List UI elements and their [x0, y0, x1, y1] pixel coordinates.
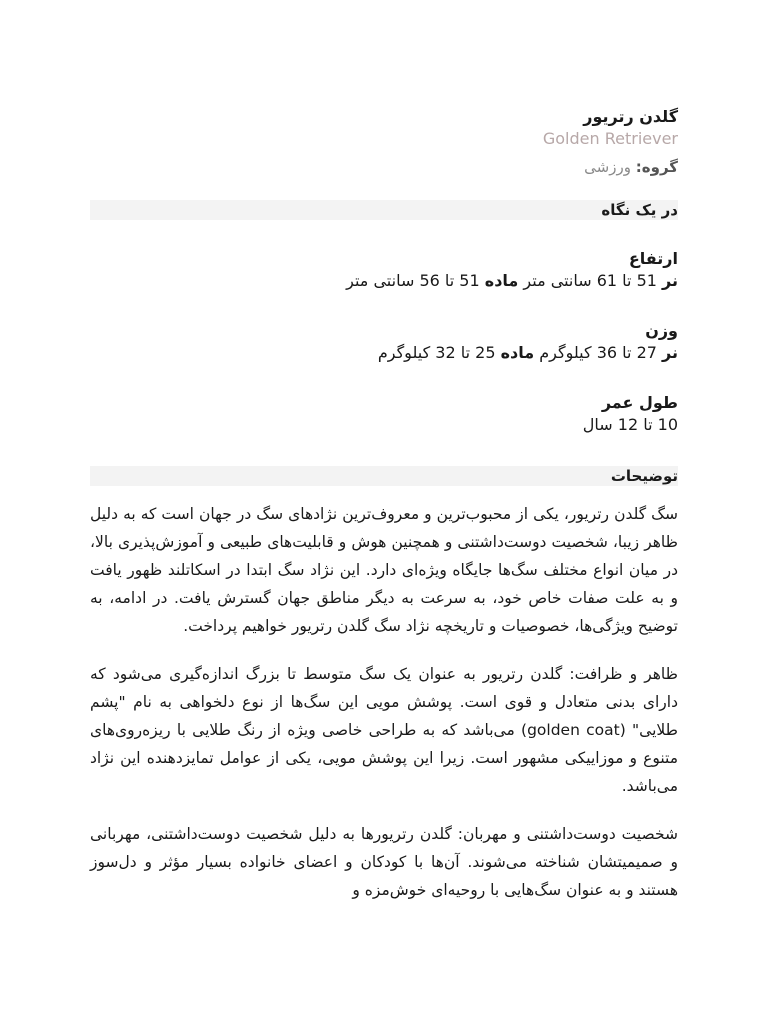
- breed-profile: [90, 100, 678, 904]
- description-paragraph: سگ گلدن رتریور، یکی از محبوب‌ترین و معروف‌ترین نژادهای سگ در جهان است که به دلیل ظاهر زیبا، شخصیت دوست‌داشتنی و همچنین هوش و قابلیت‌های طبیعی و آموزش‌پذیری بالا، در میان انواع مختلف سگ‌ها جایگاه ویژه‌ای دارد. این نژاد سگ ابتدا در اسکاتلند ظهور یافت و به علت صفات خاص خود، به سرعت به دیگر مناطق جهان گسترش یافت. در ادامه، به توضیح ویژگی‌ها، خصوصیات و تاریخچه نژاد سگ گلدن رتریور خواهیم پرداخت.: [90, 505, 678, 635]
- height-stat: [90, 248, 678, 292]
- weight-label: وزن: [645, 321, 678, 340]
- breed-name-fa: گلدن رتریور: [583, 107, 678, 126]
- weight-male-value: 27 تا 36 کیلوگرم: [539, 343, 657, 362]
- lifespan-value: 10 تا 12 سال: [582, 415, 678, 434]
- at-a-glance-heading: در یک نگاه: [90, 200, 678, 220]
- height-male-label: نر: [662, 271, 678, 290]
- weight-value: [90, 342, 678, 364]
- weight-male-label: نر: [662, 343, 678, 362]
- height-male-value: 51 تا 61 سانتی متر: [523, 271, 657, 290]
- height-value: [90, 270, 678, 292]
- breed-group: [90, 156, 678, 178]
- height-female-value: 51 تا 56 سانتی متر: [346, 271, 480, 290]
- description-paragraph: ظاهر و ظرافت: گلدن رتریور به عنوان یک سگ متوسط تا بزرگ اندازه‌گیری می‌شود که دارای بدنی متعادل و قوی است. پوشش مویی این سگ‌ها از نوع دلخواهی به نام "پشم طلایی" (golden coat) می‌باشد که به طراحی خاصی ویژه از رنگ طلایی با ریزه‌روی‌های متنوع و موزاییکی مشهور است. زیرا این پوشش مویی، یکی از عوامل تمایزدهنده این نژاد می‌باشد.: [90, 665, 678, 795]
- height-label: ارتفاع: [628, 249, 678, 268]
- breed-name-en: Golden Retriever: [542, 129, 678, 148]
- group-label: گروه:: [635, 158, 678, 176]
- height-female-label: ماده: [484, 271, 519, 290]
- weight-female-value: 25 تا 32 کیلوگرم: [377, 343, 496, 362]
- lifespan-label: طول عمر: [601, 393, 678, 412]
- lifespan-stat: [90, 392, 678, 436]
- weight-stat: [90, 320, 678, 364]
- weight-female-label: ماده: [500, 343, 535, 362]
- description-paragraph: شخصیت دوست‌داشتنی و مهربان: گلدن رتریورها به دلیل شخصیت دوست‌داشتنی، مهربانی و صمیمیتشان شناخته می‌شوند. آن‌ها با کودکان و اعضای خانواده بسیار مؤثر و دل‌سوز هستند و به عنوان سگ‌هایی با روحیه‌ای خوش‌مزه و: [90, 825, 678, 899]
- group-value: ورزشی: [584, 158, 631, 176]
- description-heading: توضیحات: [90, 466, 678, 486]
